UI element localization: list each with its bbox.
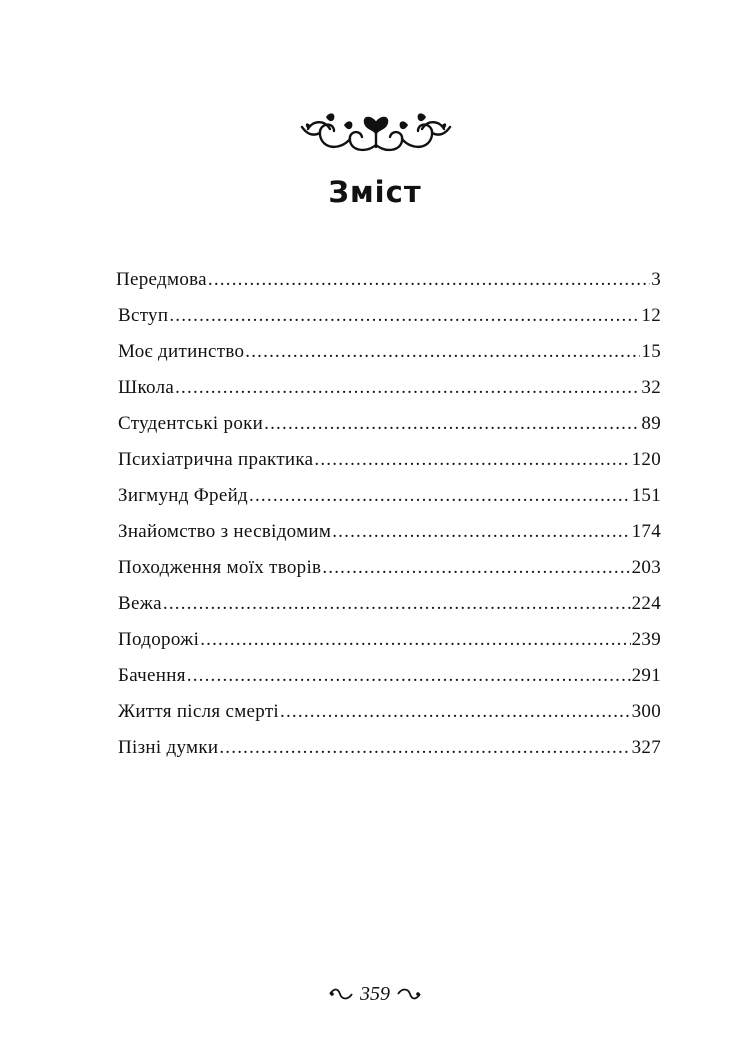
toc-entry (118, 339, 661, 363)
toc-entry-title: Життя після смерті (118, 701, 280, 722)
toc-entry (116, 267, 661, 291)
toc-leader-dots (187, 665, 631, 687)
toc-leader-dots (245, 341, 640, 363)
toc-entry-page: 327 (631, 737, 661, 758)
toc-leader-dots (314, 449, 630, 471)
toc-entry-title: Пізні думки (118, 737, 219, 758)
toc-entry (118, 303, 661, 327)
flourish-right-icon (396, 988, 422, 1000)
toc-leader-dots (200, 629, 630, 651)
toc-entry (118, 519, 661, 543)
toc-entry-page: 15 (641, 341, 661, 362)
toc-entry-page: 300 (631, 701, 661, 722)
toc-entry-page: 174 (631, 521, 661, 542)
toc-leader-dots (175, 377, 640, 399)
toc-entry-page: 89 (641, 413, 661, 434)
toc-entry-title: Зигмунд Фрейд (118, 485, 249, 506)
toc-leader-dots (208, 269, 650, 291)
toc-leader-dots (249, 485, 631, 507)
toc-leader-dots (169, 305, 640, 327)
toc-entry (118, 483, 661, 507)
toc-entry-page: 32 (641, 377, 661, 398)
toc-entry-page: 224 (631, 593, 661, 614)
toc-entry-title: Вступ (118, 305, 169, 326)
toc-entry-title: Психіатрична практика (118, 449, 314, 470)
toc-entry-title: Знайомство з несвідомим (118, 521, 332, 542)
toc-entry-title: Бачення (118, 665, 186, 686)
toc-entry-page: 3 (651, 269, 661, 290)
toc-entry-page: 120 (631, 449, 661, 470)
toc-entry-page: 203 (631, 557, 661, 578)
toc-entry (118, 447, 661, 471)
toc-leader-dots (163, 593, 631, 615)
toc-leader-dots (332, 521, 630, 543)
toc-leader-dots (264, 413, 640, 435)
floral-ornament-icon (300, 103, 452, 157)
toc-entry-page: 291 (631, 665, 661, 686)
toc-leader-dots (219, 737, 630, 759)
toc-entry-title: Передмова (116, 269, 207, 290)
toc-entry-page: 151 (631, 485, 661, 506)
toc-entry (118, 555, 661, 579)
toc-entry (118, 735, 661, 759)
flourish-left-icon (328, 988, 354, 1000)
toc-entry-title: Моє дитинство (118, 341, 245, 362)
toc-entry-page: 12 (641, 305, 661, 326)
page-footer (0, 982, 750, 1006)
toc-entry-title: Походження моїх творів (118, 557, 322, 578)
toc-entry (118, 411, 661, 435)
page-title: Зміст (328, 175, 422, 209)
toc-entry (118, 699, 661, 723)
toc-entry-page: 239 (631, 629, 661, 650)
toc-leader-dots (322, 557, 630, 579)
toc-entry (118, 663, 661, 687)
toc-entry-title: Подорожі (118, 629, 200, 650)
toc-entry-title: Студентські роки (118, 413, 264, 434)
toc-entry (118, 375, 661, 399)
toc-entry-title: Вежа (118, 593, 162, 614)
toc-leader-dots (280, 701, 631, 723)
toc-entry (118, 591, 661, 615)
toc-entry-title: Школа (118, 377, 175, 398)
toc-entry (118, 627, 661, 651)
page-number: 359 (360, 982, 390, 1005)
